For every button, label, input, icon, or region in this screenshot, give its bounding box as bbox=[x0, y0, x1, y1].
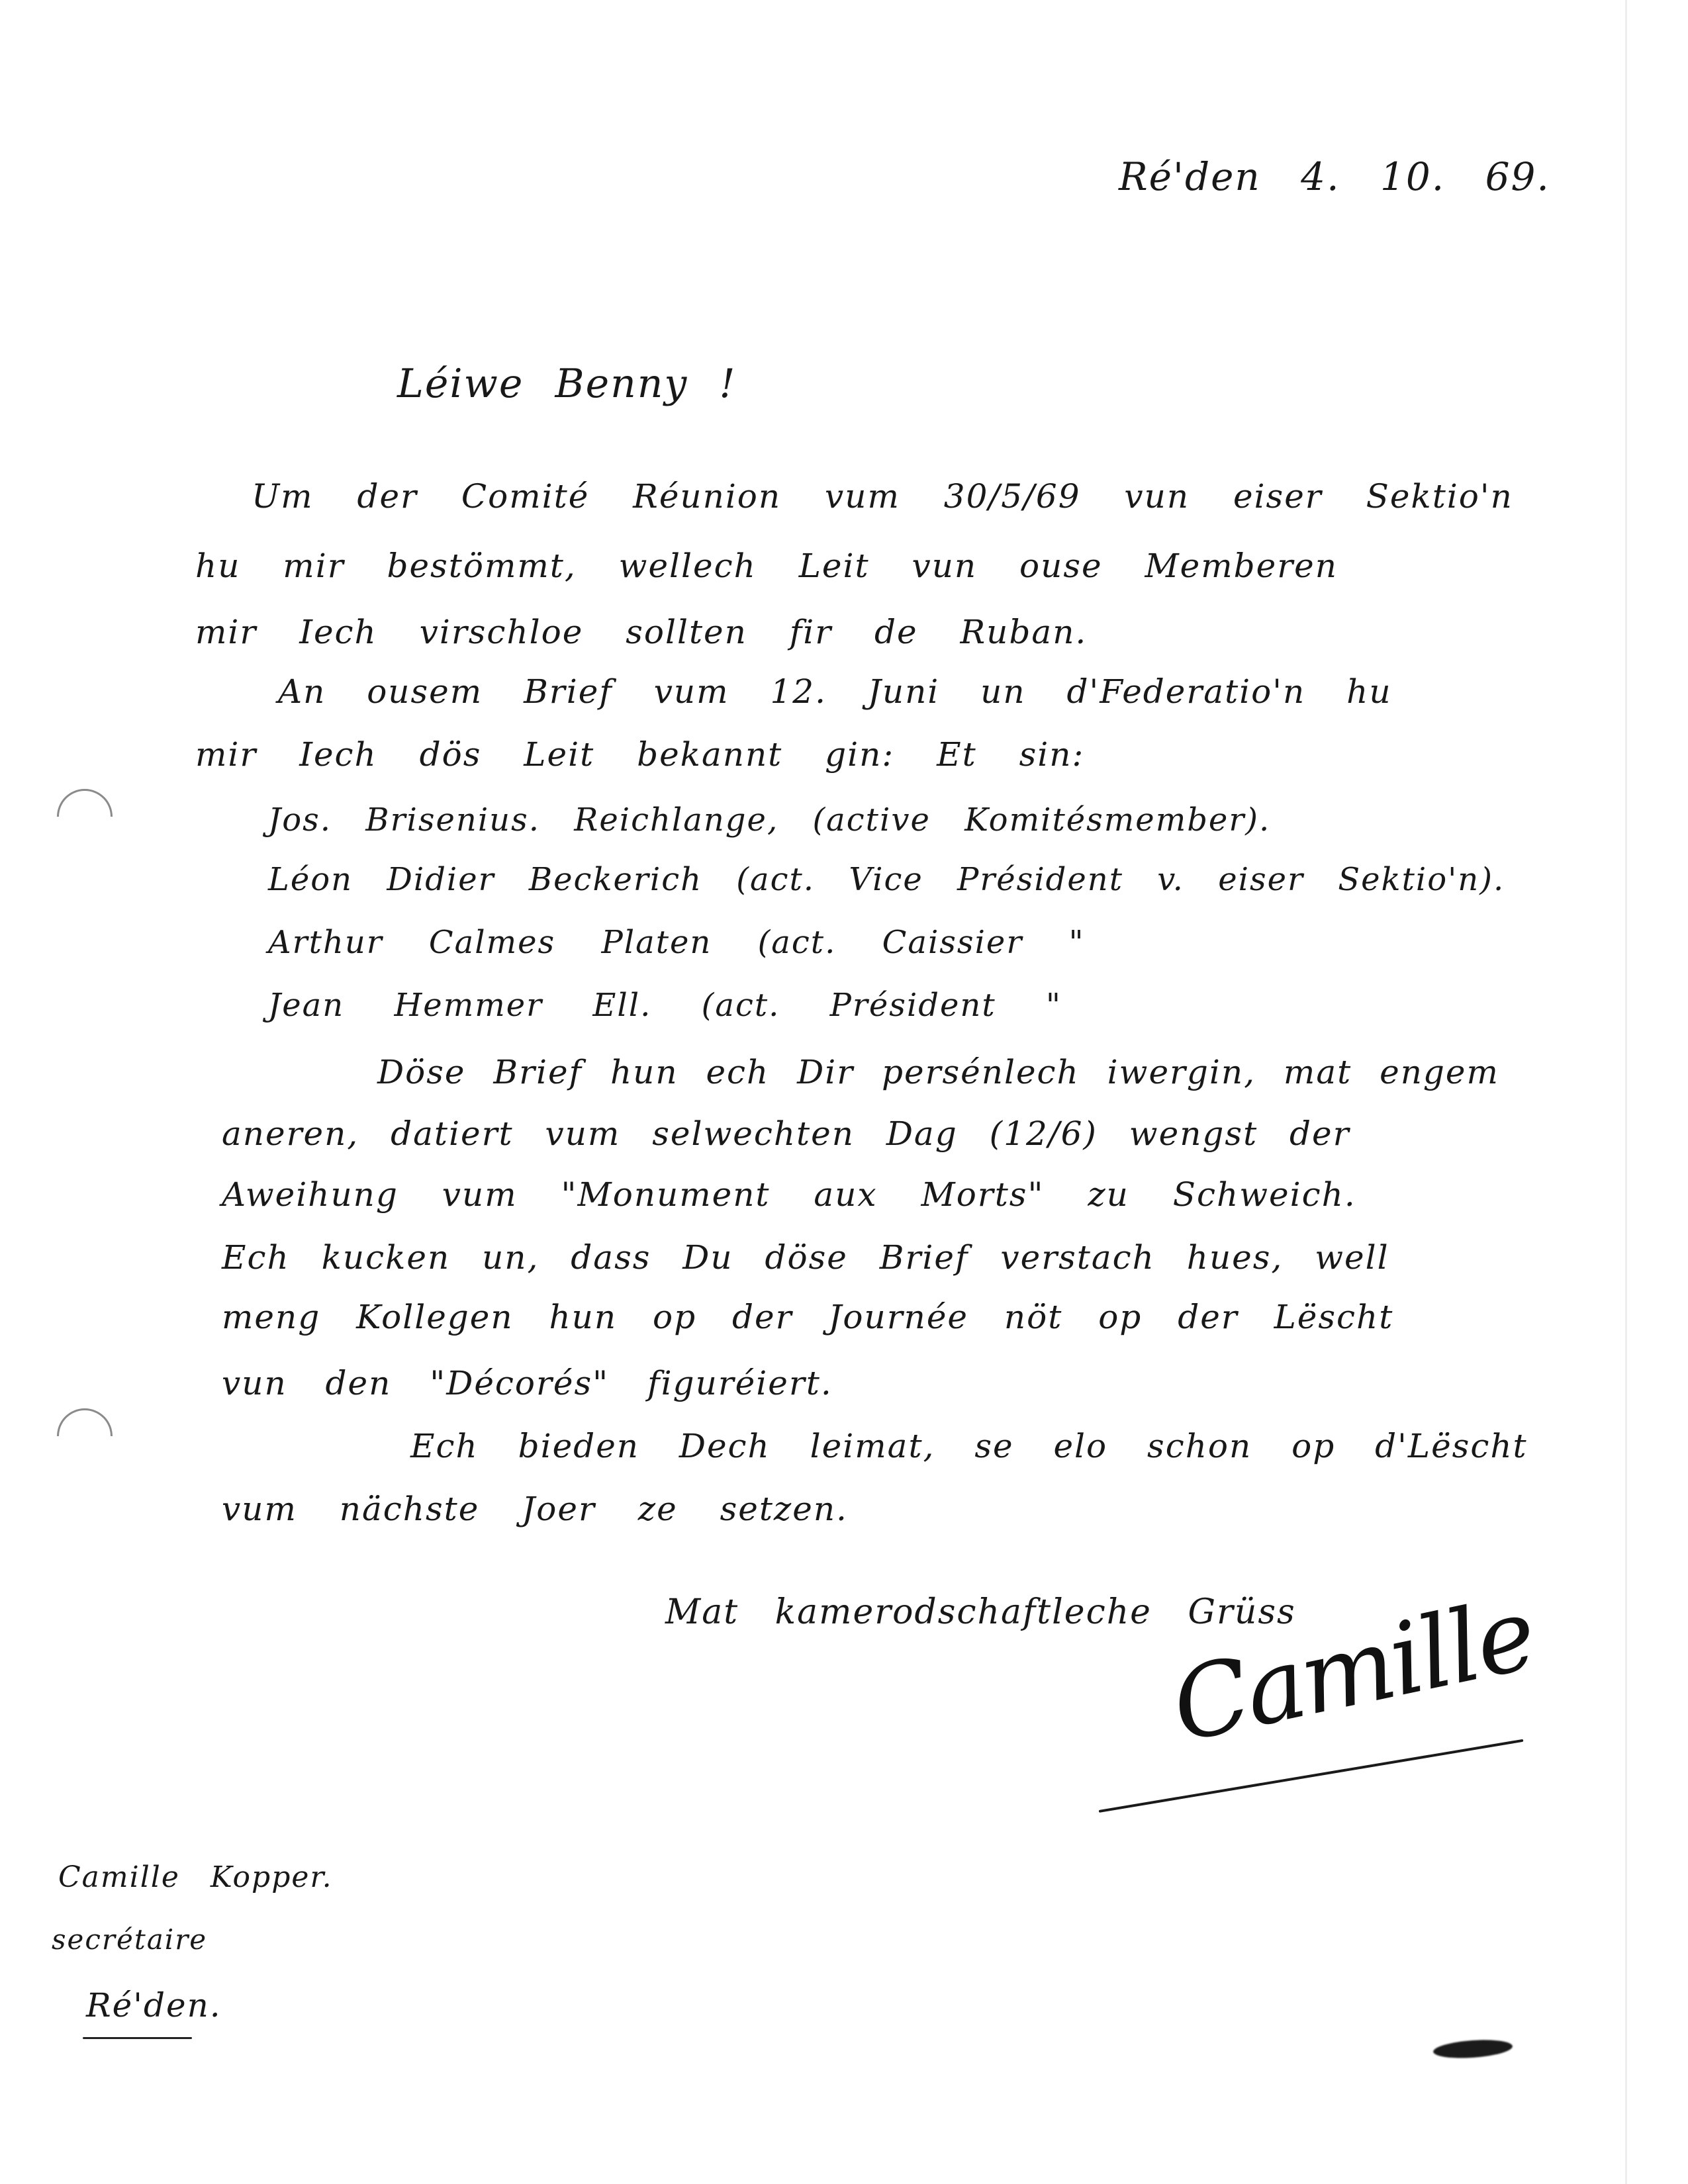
body-line: vun den "Décorés" figuréiert. bbox=[222, 1364, 833, 1402]
sender-place: Ré'den. bbox=[86, 1986, 222, 2025]
body-line: hu mir bestömmt, wellech Leit vun ouse Memberen bbox=[195, 547, 1338, 585]
body-line: mir Iech dös Leit bekannt gin: Et sin: bbox=[195, 735, 1085, 774]
body-line: Arthur Calmes Platen (act. Caissier " bbox=[268, 924, 1085, 961]
body-line: Aweihung vum "Monument aux Morts" zu Schweich. bbox=[222, 1175, 1356, 1214]
signature: Camille bbox=[1162, 1576, 1544, 1765]
body-line: Ech kucken un, dass Du döse Brief verstach hues, well bbox=[222, 1238, 1389, 1277]
body-line: An ousem Brief vum 12. Juni un d'Federatio'n hu bbox=[278, 672, 1392, 711]
punch-hole-top bbox=[57, 789, 113, 844]
body-line: Döse Brief hun ech Dir persénlech iwergin, mat engem bbox=[377, 1053, 1499, 1091]
body-line: Jos. Brisenius. Reichlange, (active Komitésmember). bbox=[268, 801, 1271, 839]
sender-role: secrétaire bbox=[52, 1923, 208, 1956]
body-line: aneren, datiert vum selwechten Dag (12/6) wengst der bbox=[222, 1115, 1350, 1153]
ink-smudge bbox=[1432, 2038, 1513, 2060]
sender-name: Camille Kopper. bbox=[58, 1860, 333, 1894]
body-line: Um der Comité Réunion vum 30/5/69 vun eiser Sektio'n bbox=[252, 477, 1513, 516]
body-line: Jean Hemmer Ell. (act. Président " bbox=[268, 987, 1062, 1024]
body-line: meng Kollegen hun op der Journée nöt op der Lëscht bbox=[222, 1298, 1394, 1336]
punch-hole-bottom bbox=[57, 1408, 113, 1464]
body-line: mir Iech virschloe sollten fir de Ruban. bbox=[195, 613, 1088, 651]
sender-place-underline bbox=[83, 2037, 192, 2039]
letter-salutation: Léiwe Benny ! bbox=[397, 361, 737, 407]
letter-date: Ré'den 4. 10. 69. bbox=[1119, 154, 1550, 199]
body-line: Léon Didier Beckerich (act. Vice Président v. eiser Sektio'n). bbox=[268, 861, 1505, 898]
signature-underline bbox=[1099, 1739, 1524, 1813]
page-edge bbox=[1625, 0, 1627, 2184]
letter-closing: Mat kamerodschaftleche Grüss bbox=[665, 1592, 1296, 1632]
body-line: Ech bieden Dech leimat, se elo schon op d'Lëscht bbox=[410, 1427, 1528, 1465]
body-line: vum nächste Joer ze setzen. bbox=[222, 1490, 848, 1528]
